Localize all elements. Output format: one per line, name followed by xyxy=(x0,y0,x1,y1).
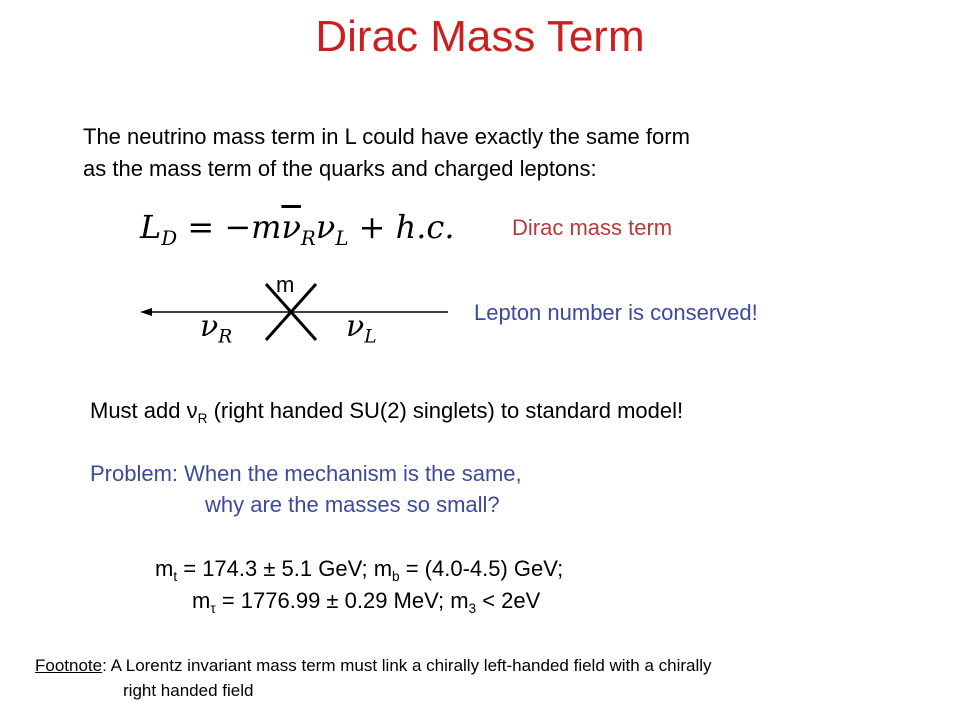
dirac-mass-label: Dirac mass term xyxy=(512,215,673,240)
lepton-number-note: Lepton number is conserved! xyxy=(474,300,758,325)
mass-insertion-label: m xyxy=(276,272,295,297)
neutrino-mass-symbol: m xyxy=(450,588,469,613)
mass-values-line-1 xyxy=(155,556,563,584)
mass-values-line-2 xyxy=(192,588,540,616)
equation-hc: + h.c. xyxy=(358,208,455,246)
tau-mass-subscript: τ xyxy=(210,600,216,616)
top-mass-value: = 174.3 ± 5.1 GeV; xyxy=(177,556,374,581)
page-title: Dirac Mass Term xyxy=(315,12,645,61)
top-mass-symbol: m xyxy=(155,556,174,581)
footnote-line-1 xyxy=(35,656,712,676)
right-field-subscript: L xyxy=(364,326,377,348)
mass-insertion-diagram xyxy=(130,278,460,348)
footnote-line-2: right handed field xyxy=(123,681,254,700)
bottom-mass-symbol: m xyxy=(373,556,393,581)
tau-mass-symbol: m xyxy=(192,588,211,613)
neutrino-mass-subscript: 3 xyxy=(468,600,477,616)
nu-bar-subscript: R xyxy=(300,226,316,250)
nu-bar-symbol: $\overline{\nu}$ xyxy=(281,208,301,246)
problem-line-2: why are the masses so small? xyxy=(205,492,500,517)
left-field-symbol: ν xyxy=(200,309,219,344)
nu-symbol: ν xyxy=(315,208,336,246)
right-field-symbol: ν xyxy=(346,309,365,344)
must-add-line xyxy=(90,398,683,426)
dirac-equation xyxy=(140,208,455,250)
must-add-pre: Must add ν xyxy=(90,398,198,423)
bottom-mass-subscript: b xyxy=(392,568,400,584)
bottom-mass-value: = (4.0-4.5) GeV; xyxy=(399,556,564,581)
nu-subscript: L xyxy=(335,226,349,250)
must-add-post: (right handed SU(2) singlets) to standard model! xyxy=(207,398,684,423)
problem-line-1: Problem: When the mechanism is the same, xyxy=(90,461,522,486)
right-field-label xyxy=(346,309,377,348)
lagrangian-subscript: D xyxy=(161,226,178,250)
must-add-subscript: R xyxy=(197,410,208,426)
footnote-label: Footnote xyxy=(35,656,103,675)
tau-mass-value: = 1776.99 ± 0.29 MeV; xyxy=(215,588,451,613)
left-field-label xyxy=(200,309,232,348)
neutrino-mass-value: < 2eV xyxy=(476,588,541,613)
intro-line-1: The neutrino mass term in L could have exactly the same form xyxy=(83,124,690,149)
left-field-subscript: R xyxy=(218,326,233,348)
footnote-text-1: : A Lorentz invariant mass term must link a chirally left-handed field with a chirally xyxy=(102,656,712,675)
intro-line-2: as the mass term of the quarks and charged leptons: xyxy=(83,156,597,181)
arrow-head xyxy=(140,308,152,316)
top-mass-subscript: t xyxy=(173,568,178,584)
equation-mass-part: = −m xyxy=(187,208,282,246)
lagrangian-symbol: L xyxy=(140,208,162,246)
